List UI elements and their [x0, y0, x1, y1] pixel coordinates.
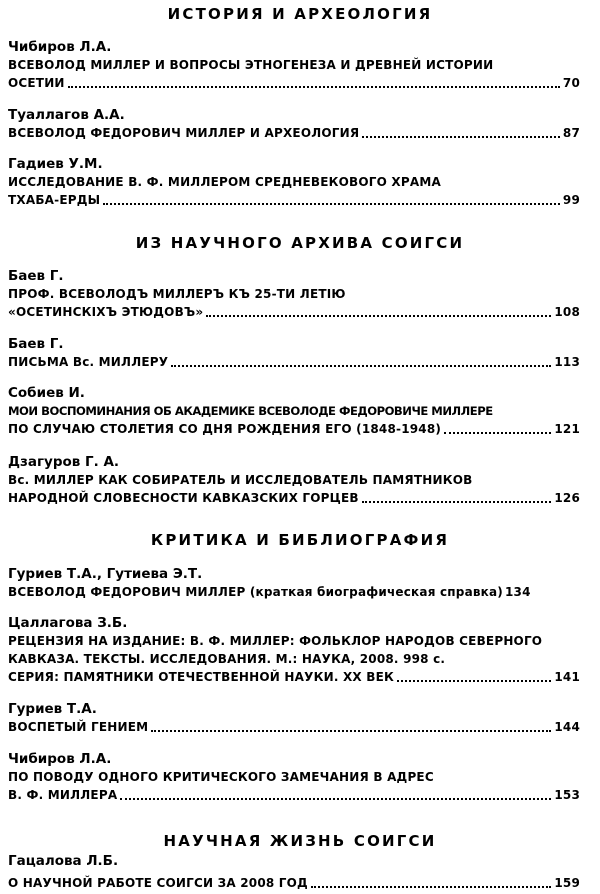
page-number: 99 [562, 193, 580, 207]
page-number: 70 [562, 76, 580, 90]
toc-entry[interactable] [8, 155, 580, 209]
page-number: 108 [554, 305, 580, 319]
toc-entry[interactable] [8, 750, 580, 804]
toc-entry[interactable] [8, 38, 580, 92]
dot-leader [397, 680, 551, 682]
toc-entry[interactable] [8, 384, 580, 438]
dot-leader [120, 798, 551, 800]
entry-author: Дзагуров Г. А. [8, 454, 120, 470]
entry-title-line: ПО СЛУЧАЮ СТОЛЕТИЯ СО ДНЯ РОЖДЕНИЯ ЕГО (1848-1948) [8, 422, 442, 436]
entry-title-line: О НАУЧНОЙ РАБОТЕ СОИГСИ ЗА 2008 ГОД [8, 876, 308, 890]
page-number: 153 [554, 788, 580, 802]
entry-title-line: Вс. МИЛЛЕР КАК СОБИРАТЕЛЬ И ИССЛЕДОВАТЕЛЬ ПАМЯТНИКОВ [8, 473, 473, 487]
entry-title-line: НАРОДНОЙ СЛОВЕСНОСТИ КАВКАЗСКИХ ГОРЦЕВ [8, 491, 359, 505]
entry-title-line: «ОСЕТИНСКIХЪ ЭТЮДОВЪ» [8, 305, 204, 319]
dot-leader [311, 886, 551, 888]
page-number: 141 [554, 670, 580, 684]
entry-title-line: ИССЛЕДОВАНИЕ В. Ф. МИЛЛЕРОМ СРЕДНЕВЕКОВОГО ХРАМА [8, 175, 441, 189]
entry-title-line: ВСЕВОЛОД ФЕДОРОВИЧ МИЛЛЕР И АРХЕОЛОГИЯ [8, 126, 360, 140]
entry-author: Гуриев Т.А., Гутиева Э.Т. [8, 566, 203, 582]
entry-author: Баев Г. [8, 336, 64, 352]
entry-title-line: ПИСЬМА Вс. МИЛЛЕРУ [8, 355, 169, 369]
entry-title-line: ПРОФ. ВСЕВОЛОДЪ МИЛЛЕРЪ КЪ 25-ТИ ЛЕТIЮ [8, 287, 346, 301]
entry-title-line: ВСЕВОЛОД ФЕДОРОВИЧ МИЛЛЕР (краткая биографическая справка) [8, 585, 503, 599]
section-title-history-archaeology: ИСТОРИЯ И АРХЕОЛОГИЯ [167, 5, 433, 23]
dot-leader [68, 86, 560, 88]
entry-title-line: ВОСПЕТЫЙ ГЕНИЕМ [8, 720, 149, 734]
dot-leader [206, 315, 551, 317]
page-number: 159 [554, 876, 580, 890]
entry-author: Чибиров Л.А. [8, 751, 112, 767]
section-title-scientific-life: НАУЧНАЯ ЖИЗНЬ СОИГСИ [163, 832, 437, 850]
page-number: 113 [554, 355, 580, 369]
dot-leader [362, 501, 552, 503]
entry-author: Чибиров Л.А. [8, 39, 112, 55]
entry-author: Гацалова Л.Б. [8, 853, 119, 869]
entry-title-line: КАВКАЗА. ТЕКСТЫ. ИССЛЕДОВАНИЯ. М.: НАУКА, 2008. 998 с. [8, 652, 446, 666]
toc-entry[interactable] [8, 852, 580, 892]
entry-title-line: В. Ф. МИЛЛЕРА [8, 788, 118, 802]
entry-title-line: ПО ПОВОДУ ОДНОГО КРИТИЧЕСКОГО ЗАМЕЧАНИЯ В АДРЕС [8, 770, 434, 784]
section-title-criticism-bibliography: КРИТИКА И БИБЛИОГРАФИЯ [150, 531, 450, 549]
dot-leader [151, 730, 551, 732]
toc-entry[interactable] [8, 106, 580, 142]
toc-entry[interactable] [8, 614, 580, 686]
entry-title-line: ВСЕВОЛОД МИЛЛЕР И ВОПРОСЫ ЭТНОГЕНЕЗА И ДРЕВНЕЙ ИСТОРИИ [8, 58, 494, 72]
entry-author: Баев Г. [8, 268, 64, 284]
page-number: 144 [554, 720, 580, 734]
page-number: 121 [554, 422, 580, 436]
entry-author: Гадиев У.М. [8, 156, 103, 172]
entry-author: Собиев И. [8, 385, 85, 401]
toc-entry[interactable] [8, 335, 580, 371]
entry-title-line: РЕЦЕНЗИЯ НА ИЗДАНИЕ: В. Ф. МИЛЛЕР: ФОЛЬКЛОР НАРОДОВ СЕВЕРНОГО [8, 634, 543, 648]
toc-entry[interactable] [8, 700, 580, 736]
entry-title-line: СЕРИЯ: ПАМЯТНИКИ ОТЕЧЕСТВЕННОЙ НАУКИ. XX ВЕК [8, 670, 394, 684]
page-number: 87 [562, 126, 580, 140]
entry-title-line: ОСЕТИИ [8, 76, 65, 90]
entry-author: Цаллагова З.Б. [8, 615, 128, 631]
dot-leader [103, 203, 560, 205]
toc-entry[interactable] [8, 565, 580, 601]
entry-title-line: ТХАБА-ЕРДЫ [8, 193, 101, 207]
entry-author: Гуриев Т.А. [8, 701, 97, 717]
entry-title-line: МОИ ВОСПОМИНАНИЯ ОБ АКАДЕМИКЕ ВСЕВОЛОДЕ ФЕДОРОВИЧЕ МИЛЛЕРЕ [8, 404, 493, 418]
toc-entry[interactable] [8, 267, 580, 321]
entry-author: Туаллагов А.А. [8, 107, 125, 123]
dot-leader [362, 136, 560, 138]
section-title-archive: ИЗ НАУЧНОГО АРХИВА СОИГСИ [135, 234, 465, 252]
toc-entry[interactable] [8, 453, 580, 507]
dot-leader [444, 432, 551, 434]
page-number: 126 [554, 491, 580, 505]
dot-leader [171, 365, 551, 367]
page-number: 134 [505, 585, 531, 599]
